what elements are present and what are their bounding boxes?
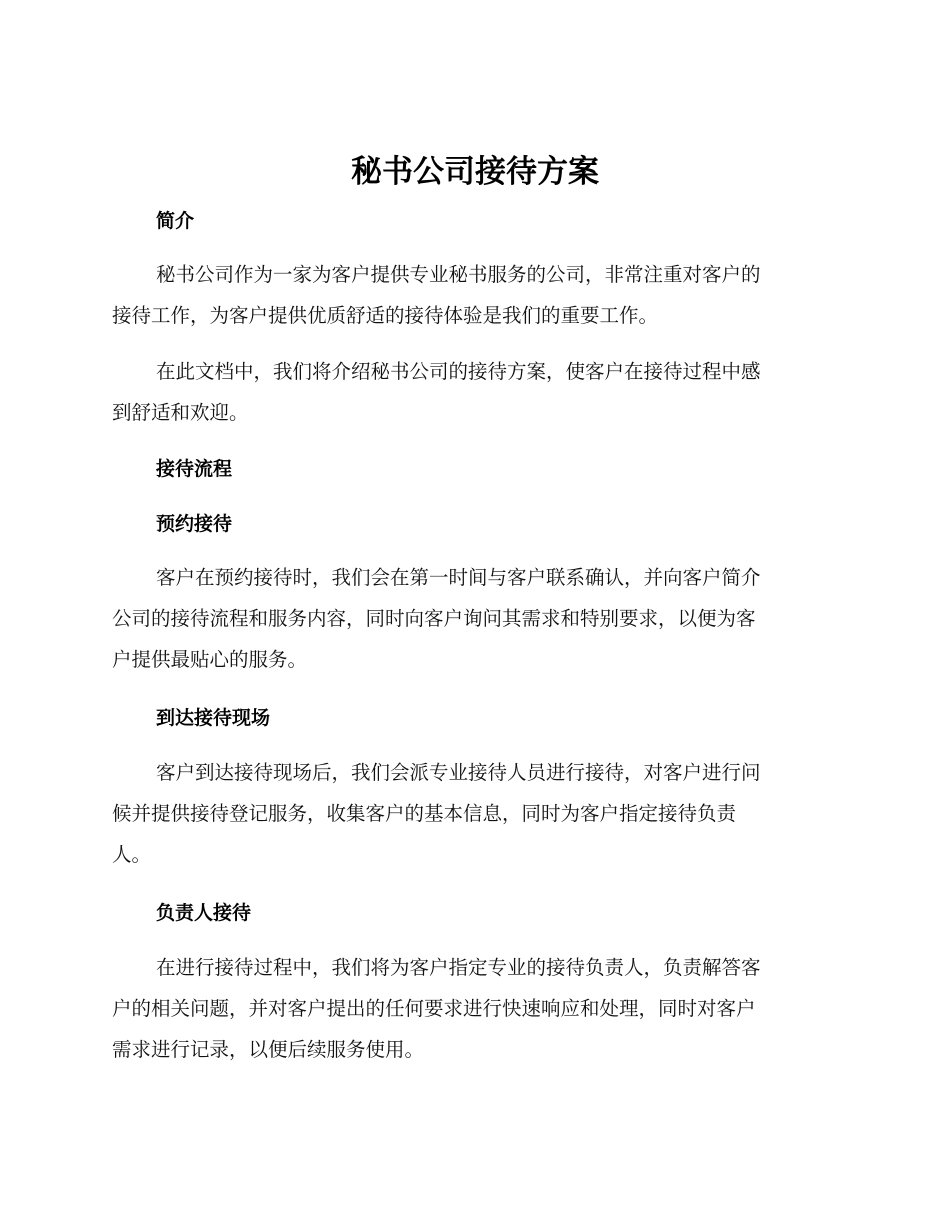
paragraph-arrival [112,752,832,875]
section-heading-host: 负责人接待 [156,902,252,924]
paragraph-line: 在进行接待过程中，我们将为客户指定专业的接待负责人，负责解答客 [156,956,761,979]
paragraph-line: 客户在预约接待时，我们会在第一时间与客户联系确认，并向客户简介 [156,566,761,589]
section-heading-arrival: 到达接待现场 [156,707,271,729]
paragraph-line: 人。 [112,843,152,866]
paragraph-line: 在此文档中，我们将介绍秘书公司的接待方案，使客户在接待过程中感 [156,360,761,383]
paragraph-line: 候并提供接待登记服务，收集客户的基本信息，同时为客户指定接待负责 [112,802,737,825]
document-title: 秘书公司接待方案 [351,154,599,190]
section-heading-appointment: 预约接待 [156,513,233,535]
paragraph-line: 到舒适和欢迎。 [112,401,249,424]
paragraph-intro-2 [112,351,832,433]
paragraph-line: 户提供最贴心的服务。 [112,648,308,671]
paragraph-line: 接待工作，为客户提供优质舒适的接待体验是我们的重要工作。 [112,304,659,327]
paragraph-host [112,947,832,1070]
paragraph-line: 公司的接待流程和服务内容，同时向客户询问其需求和特别要求，以便为客 [112,607,756,630]
paragraph-appointment [112,557,832,680]
paragraph-line: 户的相关问题，并对客户提出的任何要求进行快速响应和处理，同时对客户 [112,997,756,1020]
paragraph-line: 秘书公司作为一家为客户提供专业秘书服务的公司，非常注重对客户的 [156,263,761,286]
paragraph-intro-1 [112,254,832,336]
section-heading-process: 接待流程 [156,458,233,480]
paragraph-line: 客户到达接待现场后，我们会派专业接待人员进行接待，对客户进行问 [156,761,761,784]
section-heading-intro: 简介 [156,210,195,232]
paragraph-line: 需求进行记录，以便后续服务使用。 [112,1038,425,1061]
